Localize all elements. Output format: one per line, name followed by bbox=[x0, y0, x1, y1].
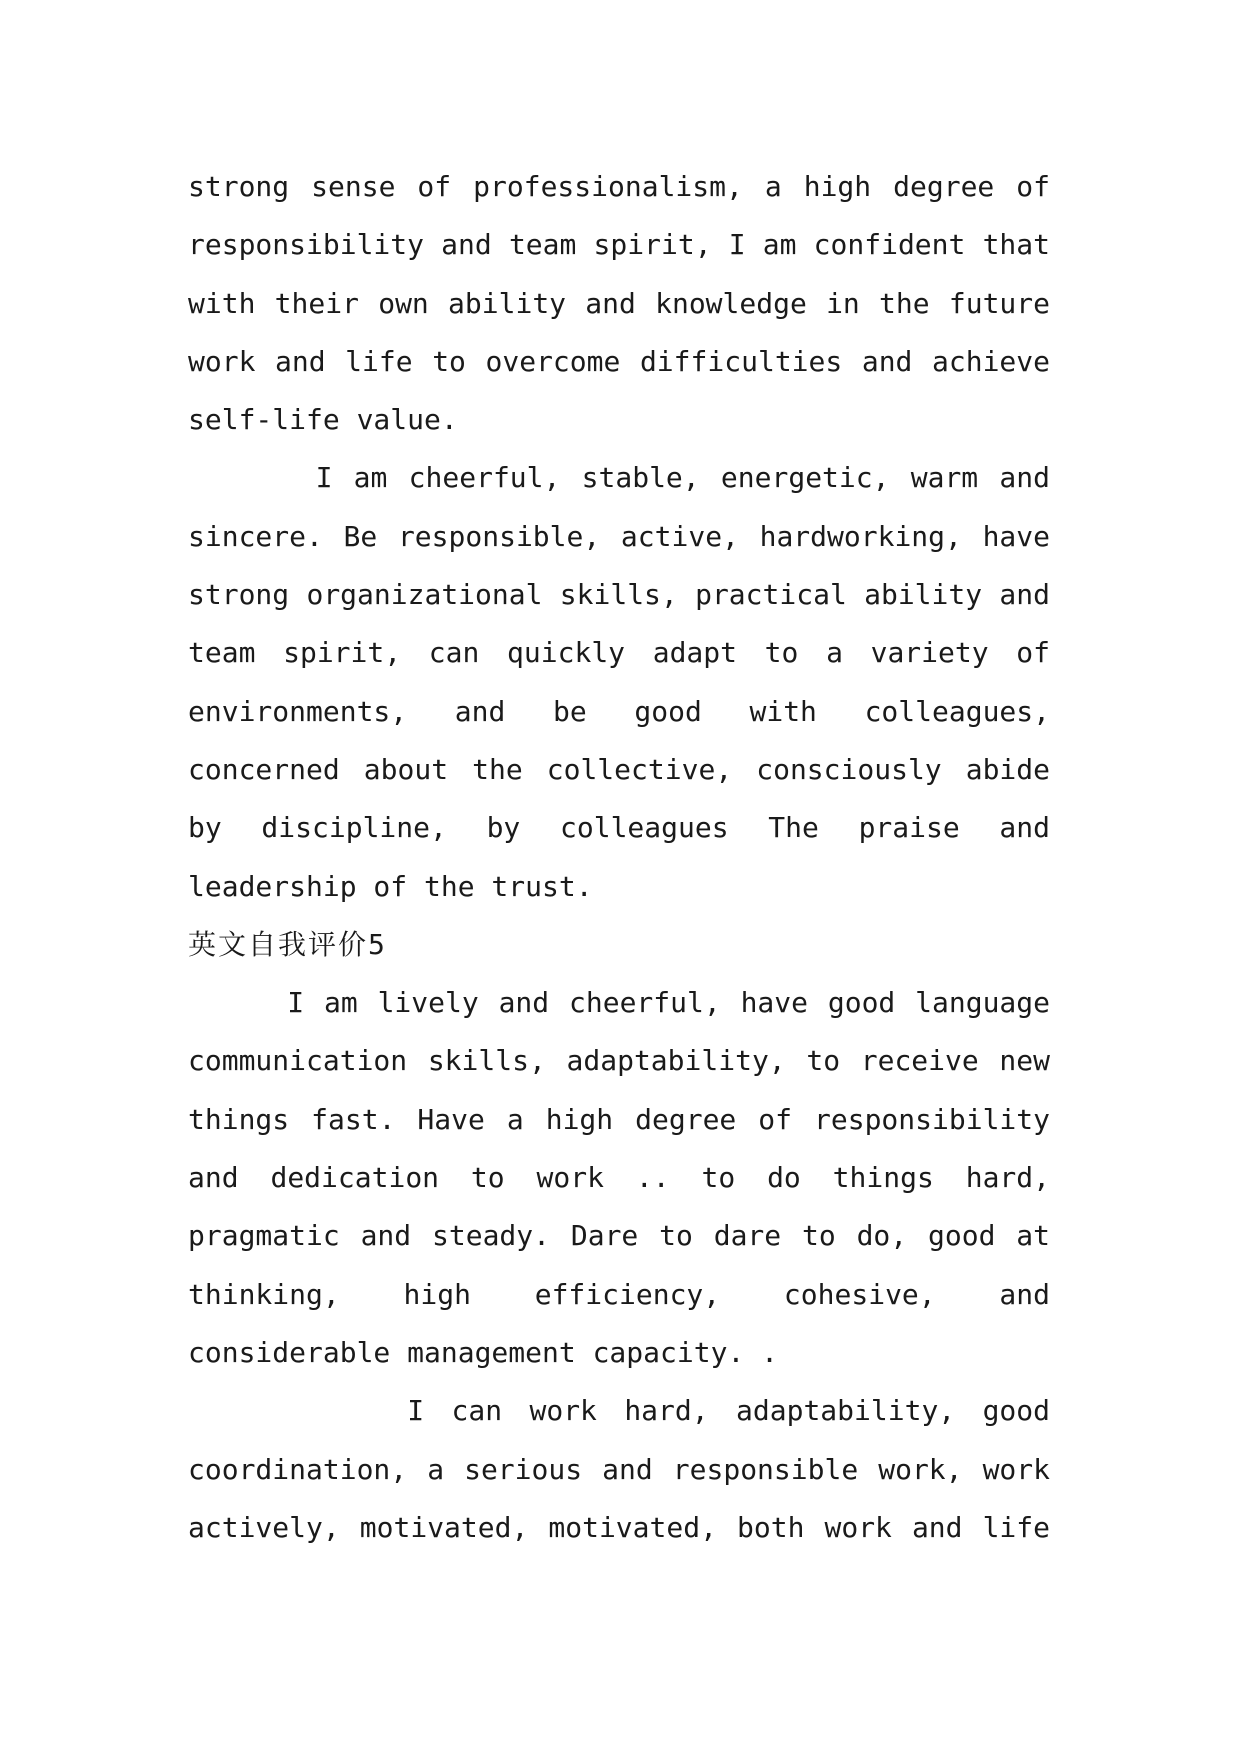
paragraph-cheerful bbox=[188, 449, 1050, 915]
text-line: considerable management capacity. . bbox=[188, 1335, 779, 1369]
text-line: things fast. Have a high degree of responsibility bbox=[188, 1102, 1050, 1136]
text-line: I am cheerful, stable, energetic, warm and bbox=[188, 461, 1050, 495]
text-line: communication skills, adaptability, to receive new bbox=[188, 1044, 1050, 1078]
text-line: work and life to overcome difficulties and achieve bbox=[188, 344, 1050, 378]
text-line: self-life value. bbox=[188, 403, 458, 437]
document-body bbox=[188, 158, 1050, 1557]
text-line: leadership of the trust. bbox=[188, 869, 593, 903]
text-line: strong organizational skills, practical ability and bbox=[188, 578, 1050, 612]
text-line: I am lively and cheerful, have good language bbox=[188, 986, 1050, 1020]
text-line: strong sense of professionalism, a high degree of bbox=[188, 170, 1050, 203]
text-line: I can work hard, adaptability, good bbox=[188, 1394, 1050, 1428]
text-line: coordination, a serious and responsible work, work bbox=[188, 1452, 1050, 1486]
text-line: with their own ability and knowledge in the future bbox=[188, 286, 1050, 320]
text-line: responsibility and team spirit, I am confident that bbox=[188, 228, 1050, 262]
paragraph-lively bbox=[188, 974, 1050, 1382]
text-line: by discipline, by colleagues The praise and bbox=[188, 811, 1050, 845]
text-line: and dedication to work .. to do things hard, bbox=[188, 1161, 1050, 1195]
text-line: environments, and be good with colleagues, bbox=[188, 694, 1050, 728]
text-line: pragmatic and steady. Dare to dare to do, good at bbox=[188, 1219, 1050, 1253]
text-line: concerned about the collective, consciously abide bbox=[188, 752, 1050, 786]
text-line: sincere. Be responsible, active, hardworking, have bbox=[188, 519, 1050, 553]
text-line: team spirit, can quickly adapt to a variety of bbox=[188, 636, 1050, 670]
section-heading: 英文自我评价5 bbox=[188, 927, 387, 961]
text-line: actively, motivated, motivated, both work and life bbox=[188, 1510, 1050, 1544]
paragraph-professionalism bbox=[188, 158, 1050, 449]
text-line: thinking, high efficiency, cohesive, and bbox=[188, 1277, 1050, 1311]
paragraph-hard-work bbox=[188, 1382, 1050, 1557]
